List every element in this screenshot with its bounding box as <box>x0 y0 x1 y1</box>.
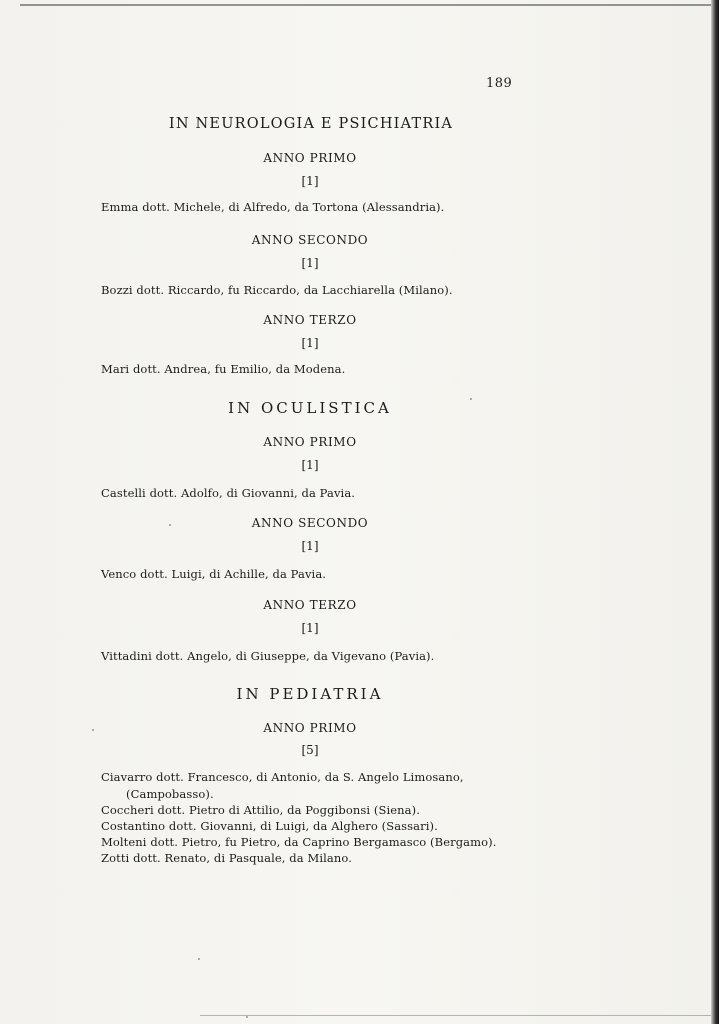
year-count: [1] <box>301 539 319 553</box>
list-item: Castelli dott. Adolfo, di Giovanni, da Pavia. <box>101 486 356 500</box>
list-item: Mari dott. Andrea, fu Emilio, da Modena. <box>101 362 346 376</box>
year-count: [1] <box>301 256 319 270</box>
list-item: Bozzi dott. Riccardo, fu Riccardo, da Lacchiarella (Milano). <box>101 283 453 297</box>
scan-speck <box>92 729 94 731</box>
year-label: ANNO PRIMO <box>263 435 357 449</box>
year-label: ANNO PRIMO <box>263 721 357 735</box>
page-binding-edge <box>711 0 719 1024</box>
list-item: Ciavarro dott. Francesco, di Antonio, da S. Angelo Limosano, <box>101 770 464 784</box>
year-label: ANNO TERZO <box>263 313 357 327</box>
year-count: [5] <box>301 743 319 757</box>
list-item: Coccheri dott. Pietro di Attilio, da Poggibonsi (Siena). <box>101 803 420 817</box>
year-count: [1] <box>301 336 319 350</box>
scan-speck <box>470 398 472 400</box>
year-label: ANNO PRIMO <box>263 151 357 165</box>
list-item: Costantino dott. Giovanni, di Luigi, da Alghero (Sassari). <box>101 819 438 833</box>
section-title-neurologia: IN NEUROLOGIA E PSICHIATRIA <box>168 116 454 132</box>
page-number: 189 <box>486 76 513 91</box>
list-item: Molteni dott. Pietro, fu Pietro, da Caprino Bergamasco (Bergamo). <box>101 835 497 849</box>
list-item: Zotti dott. Renato, di Pasquale, da Milano. <box>101 851 352 865</box>
list-item: Venco dott. Luigi, di Achille, da Pavia. <box>101 567 327 581</box>
year-label: ANNO TERZO <box>263 598 357 612</box>
scan-speck <box>198 958 200 960</box>
list-item: Emma dott. Michele, di Alfredo, da Tortona (Alessandria). <box>101 200 445 214</box>
page-bottom-edge <box>200 1015 711 1016</box>
year-count: [1] <box>301 621 319 635</box>
year-count: [1] <box>301 458 319 472</box>
list-item: Vittadini dott. Angelo, di Giuseppe, da Vigevano (Pavia). <box>101 649 435 663</box>
page-top-edge <box>20 4 711 6</box>
list-item: (Campobasso). <box>126 787 214 801</box>
scan-speck <box>246 1016 248 1018</box>
section-title-oculistica: IN OCULISTICA <box>228 399 392 417</box>
year-label: ANNO SECONDO <box>251 516 369 530</box>
year-label: ANNO SECONDO <box>251 233 369 247</box>
year-count: [1] <box>301 174 319 188</box>
scan-speck <box>169 524 171 526</box>
section-title-pediatria: IN PEDIATRIA <box>236 685 384 703</box>
